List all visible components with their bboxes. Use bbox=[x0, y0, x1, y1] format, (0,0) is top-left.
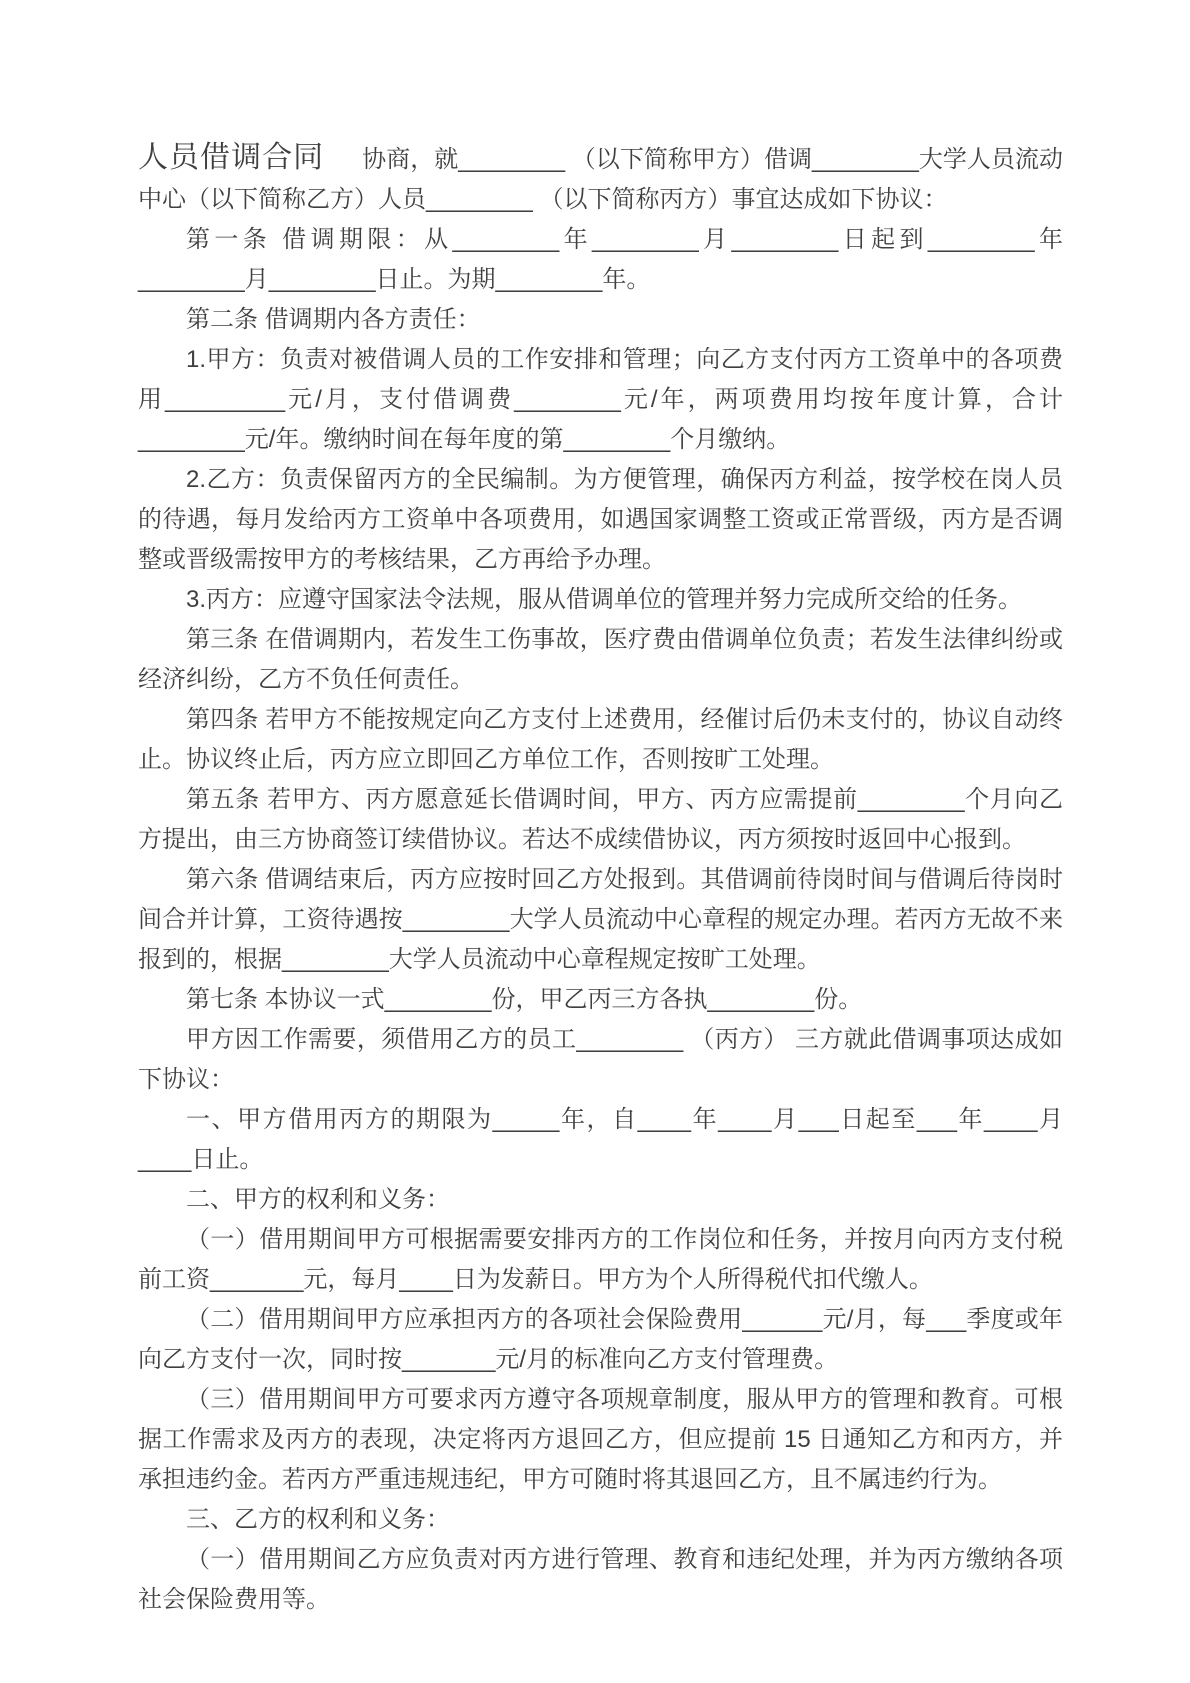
contract-paragraph: （一）借用期间甲方可根据需要安排丙方的工作岗位和任务，并按月向丙方支付税前工资_______元，每月____日为发薪日。甲方为个人所得税代扣代缴人。 bbox=[138, 1226, 1063, 1293]
contract-paragraph: 1.甲方：负责对被借调人员的工作安排和管理；向乙方支付丙方工资单中的各项费用_________元/月，支付借调费________元/年，两项费用均按年度计算，合计________元/年。缴纳时间在每年度的第________个月缴纳。 bbox=[138, 346, 1063, 453]
contract-paragraph: 二、甲方的权利和义务： bbox=[186, 1186, 450, 1213]
contract-paragraph: 第一条 借调期限：从________年________月________日起到________年________月________日止。为期________年。 bbox=[138, 226, 1063, 293]
contract-title: 人员借调合同 bbox=[138, 141, 325, 174]
contract-paragraph: 第六条 借调结束后，丙方应按时回乙方处报到。其借调前待岗时间与借调后待岗时间合并计算，工资待遇按________大学人员流动中心章程的规定办理。若丙方无故不来报到的，根据________大学人员流动中心章程规定按旷工处理。 bbox=[138, 866, 1063, 973]
contract-paragraph: 第三条 在借调期内，若发生工伤事故，医疗费由借调单位负责；若发生法律纠纷或经济纠纷，乙方不负任何责任。 bbox=[138, 626, 1063, 693]
contract-intro-paragraph bbox=[138, 138, 1063, 220]
contract-paragraph: 2.乙方：负责保留丙方的全民编制。为方便管理，确保丙方利益，按学校在岗人员的待遇，每月发给丙方工资单中各项费用，如遇国家调整工资或正常晋级，丙方是否调整或晋级需按甲方的考核结果，乙方再给予办理。 bbox=[138, 466, 1063, 573]
contract-paragraph: 第四条 若甲方不能按规定向乙方支付上述费用，经催讨后仍未支付的，协议自动终止。协议终止后，丙方应立即回乙方单位工作，否则按旷工处理。 bbox=[138, 706, 1063, 773]
contract-paragraph: （三）借用期间甲方可要求丙方遵守各项规章制度，服从甲方的管理和教育。可根据工作需求及丙方的表现，决定将丙方退回乙方，但应提前 15 日通知乙方和丙方，并承担违约金。若丙方严重违规违纪，甲方可随时将其退回乙方，且不属违约行为。 bbox=[138, 1386, 1063, 1493]
contract-paragraph: （一）借用期间乙方应负责对丙方进行管理、教育和违纪处理，并为丙方缴纳各项社会保险费用等。 bbox=[138, 1546, 1063, 1613]
contract-paragraph: （二）借用期间甲方应承担丙方的各项社会保险费用______元/月，每___季度或年向乙方支付一次，同时按_______元/月的标准向乙方支付管理费。 bbox=[138, 1306, 1063, 1373]
contract-paragraph: 三、乙方的权利和义务： bbox=[186, 1506, 450, 1533]
contract-body bbox=[138, 220, 1063, 1620]
contract-paragraph: 3.丙方：应遵守国家法令法规，服从借调单位的管理并努力完成所交给的任务。 bbox=[186, 586, 1023, 613]
contract-paragraph: 甲方因工作需要，须借用乙方的员工________ （丙方） 三方就此借调事项达成如下协议： bbox=[138, 1026, 1063, 1093]
contract-paragraph: 第七条 本协议一式________份，甲乙丙三方各执________份。 bbox=[186, 986, 863, 1013]
contract-opening-text: 协商，就________ （以下简称甲方）借调________大学人员流动中心（以下简称乙方）人员________ （以下简称丙方）事宜达成如下协议： bbox=[138, 146, 1063, 213]
contract-document bbox=[138, 138, 1063, 1620]
contract-paragraph: 第二条 借调期内各方责任： bbox=[186, 306, 481, 333]
contract-paragraph: 第五条 若甲方、丙方愿意延长借调时间，甲方、丙方应需提前________个月向乙方提出，由三方协商签订续借协议。若达不成续借协议，丙方须按时返回中心报到。 bbox=[138, 786, 1063, 853]
contract-paragraph: 一、甲方借用丙方的期限为_____年，自____年____月___日起至___年____月____日止。 bbox=[138, 1106, 1063, 1173]
